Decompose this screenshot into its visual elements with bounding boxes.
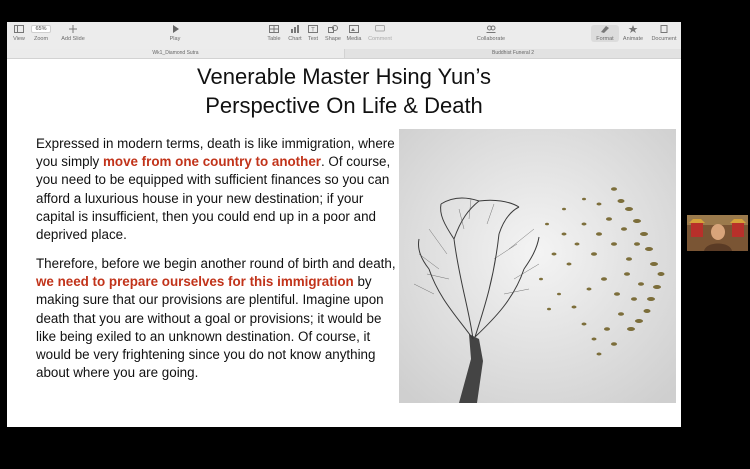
- add-slide-label: Add Slide: [61, 36, 85, 42]
- slide-canvas[interactable]: [7, 59, 681, 427]
- chart-button[interactable]: [287, 25, 303, 42]
- text-icon: [308, 25, 318, 33]
- title-line-1: Venerable Master Hsing Yun’s: [197, 64, 491, 89]
- comment-icon: [375, 25, 385, 33]
- p1-text-start: Expressed in modern terms, death is like immigration, where you simply: [36, 136, 395, 170]
- shape-button[interactable]: [324, 25, 342, 42]
- sidebar-icon: [14, 25, 24, 33]
- zoom-value[interactable]: 65%: [31, 25, 50, 33]
- text-button[interactable]: [306, 25, 320, 42]
- play-button[interactable]: [164, 25, 186, 42]
- media-label: Media: [346, 36, 362, 42]
- collaborate-button[interactable]: [476, 25, 506, 42]
- shape-label: Shape: [325, 36, 341, 42]
- title-line-2: Perspective On Life & Death: [205, 93, 483, 118]
- p1-text-end: . Of course, you need to be equipped with sufficient finances so you can afford a luxurious house in your new destination; if your capital is insufficient, then you could end up in a poor and deprived place.: [36, 154, 391, 243]
- format-button[interactable]: [591, 25, 619, 42]
- zoom-control[interactable]: [31, 25, 51, 42]
- animate-button[interactable]: [622, 25, 644, 42]
- format-label: Format: [596, 36, 614, 42]
- slide-title: [7, 62, 681, 120]
- table-button[interactable]: [266, 25, 282, 42]
- comment-button[interactable]: [367, 25, 393, 42]
- zoom-label: Zoom: [33, 36, 49, 42]
- tab-buddhist-funeral[interactable]: [345, 49, 681, 58]
- view-label: View: [13, 36, 25, 42]
- comment-label: Comment: [368, 36, 392, 42]
- collaborate-icon: [486, 25, 496, 33]
- chart-icon: [290, 25, 300, 33]
- animate-icon: [628, 25, 638, 33]
- view-button[interactable]: [10, 25, 28, 42]
- p2-text-end: by making sure that our provisions are plentiful. Imagine upon death that you are without a goal or provisions; it would be like being exiled to an unknown destination. Of course, it would be very frightening since you do not know anything about where you are going.: [36, 274, 384, 381]
- svg-text:T: T: [311, 27, 315, 33]
- shape-icon: [328, 25, 338, 33]
- document-button[interactable]: [650, 25, 678, 42]
- p2-highlight: we need to prepare ourselves for this immigration: [36, 274, 354, 290]
- document-label: Document: [651, 36, 677, 42]
- animate-label: Animate: [622, 36, 644, 42]
- format-icon: [600, 25, 610, 33]
- toolbar: [7, 22, 681, 50]
- table-icon: [269, 25, 279, 33]
- plus-icon: [68, 25, 78, 33]
- paragraph-immigration: [36, 135, 396, 244]
- text-label: Text: [307, 36, 319, 42]
- collaborate-label: Collaborate: [476, 36, 506, 42]
- table-label: Table: [267, 36, 281, 42]
- tab-label: Buddhist Funeral 2: [492, 50, 534, 56]
- p1-highlight: move from one country to another: [102, 154, 321, 170]
- document-icon: [659, 25, 669, 33]
- media-button[interactable]: [345, 25, 363, 42]
- play-icon: [170, 25, 180, 33]
- chart-label: Chart: [288, 36, 302, 42]
- paragraph-preparation: [36, 255, 396, 382]
- participant-video-thumbnail[interactable]: [687, 215, 748, 251]
- tree-head-illustration: [399, 129, 676, 403]
- document-tabs: [7, 49, 681, 59]
- tab-diamond-sutra[interactable]: [7, 49, 345, 58]
- play-label: Play: [169, 36, 181, 42]
- tab-label: Wk1_Diamond Sutra: [152, 50, 199, 56]
- p2-text-start: Therefore, before we begin another round of birth and death,: [36, 256, 396, 271]
- keynote-window: [7, 22, 681, 427]
- media-icon: [349, 25, 359, 33]
- add-slide-button[interactable]: [59, 25, 87, 42]
